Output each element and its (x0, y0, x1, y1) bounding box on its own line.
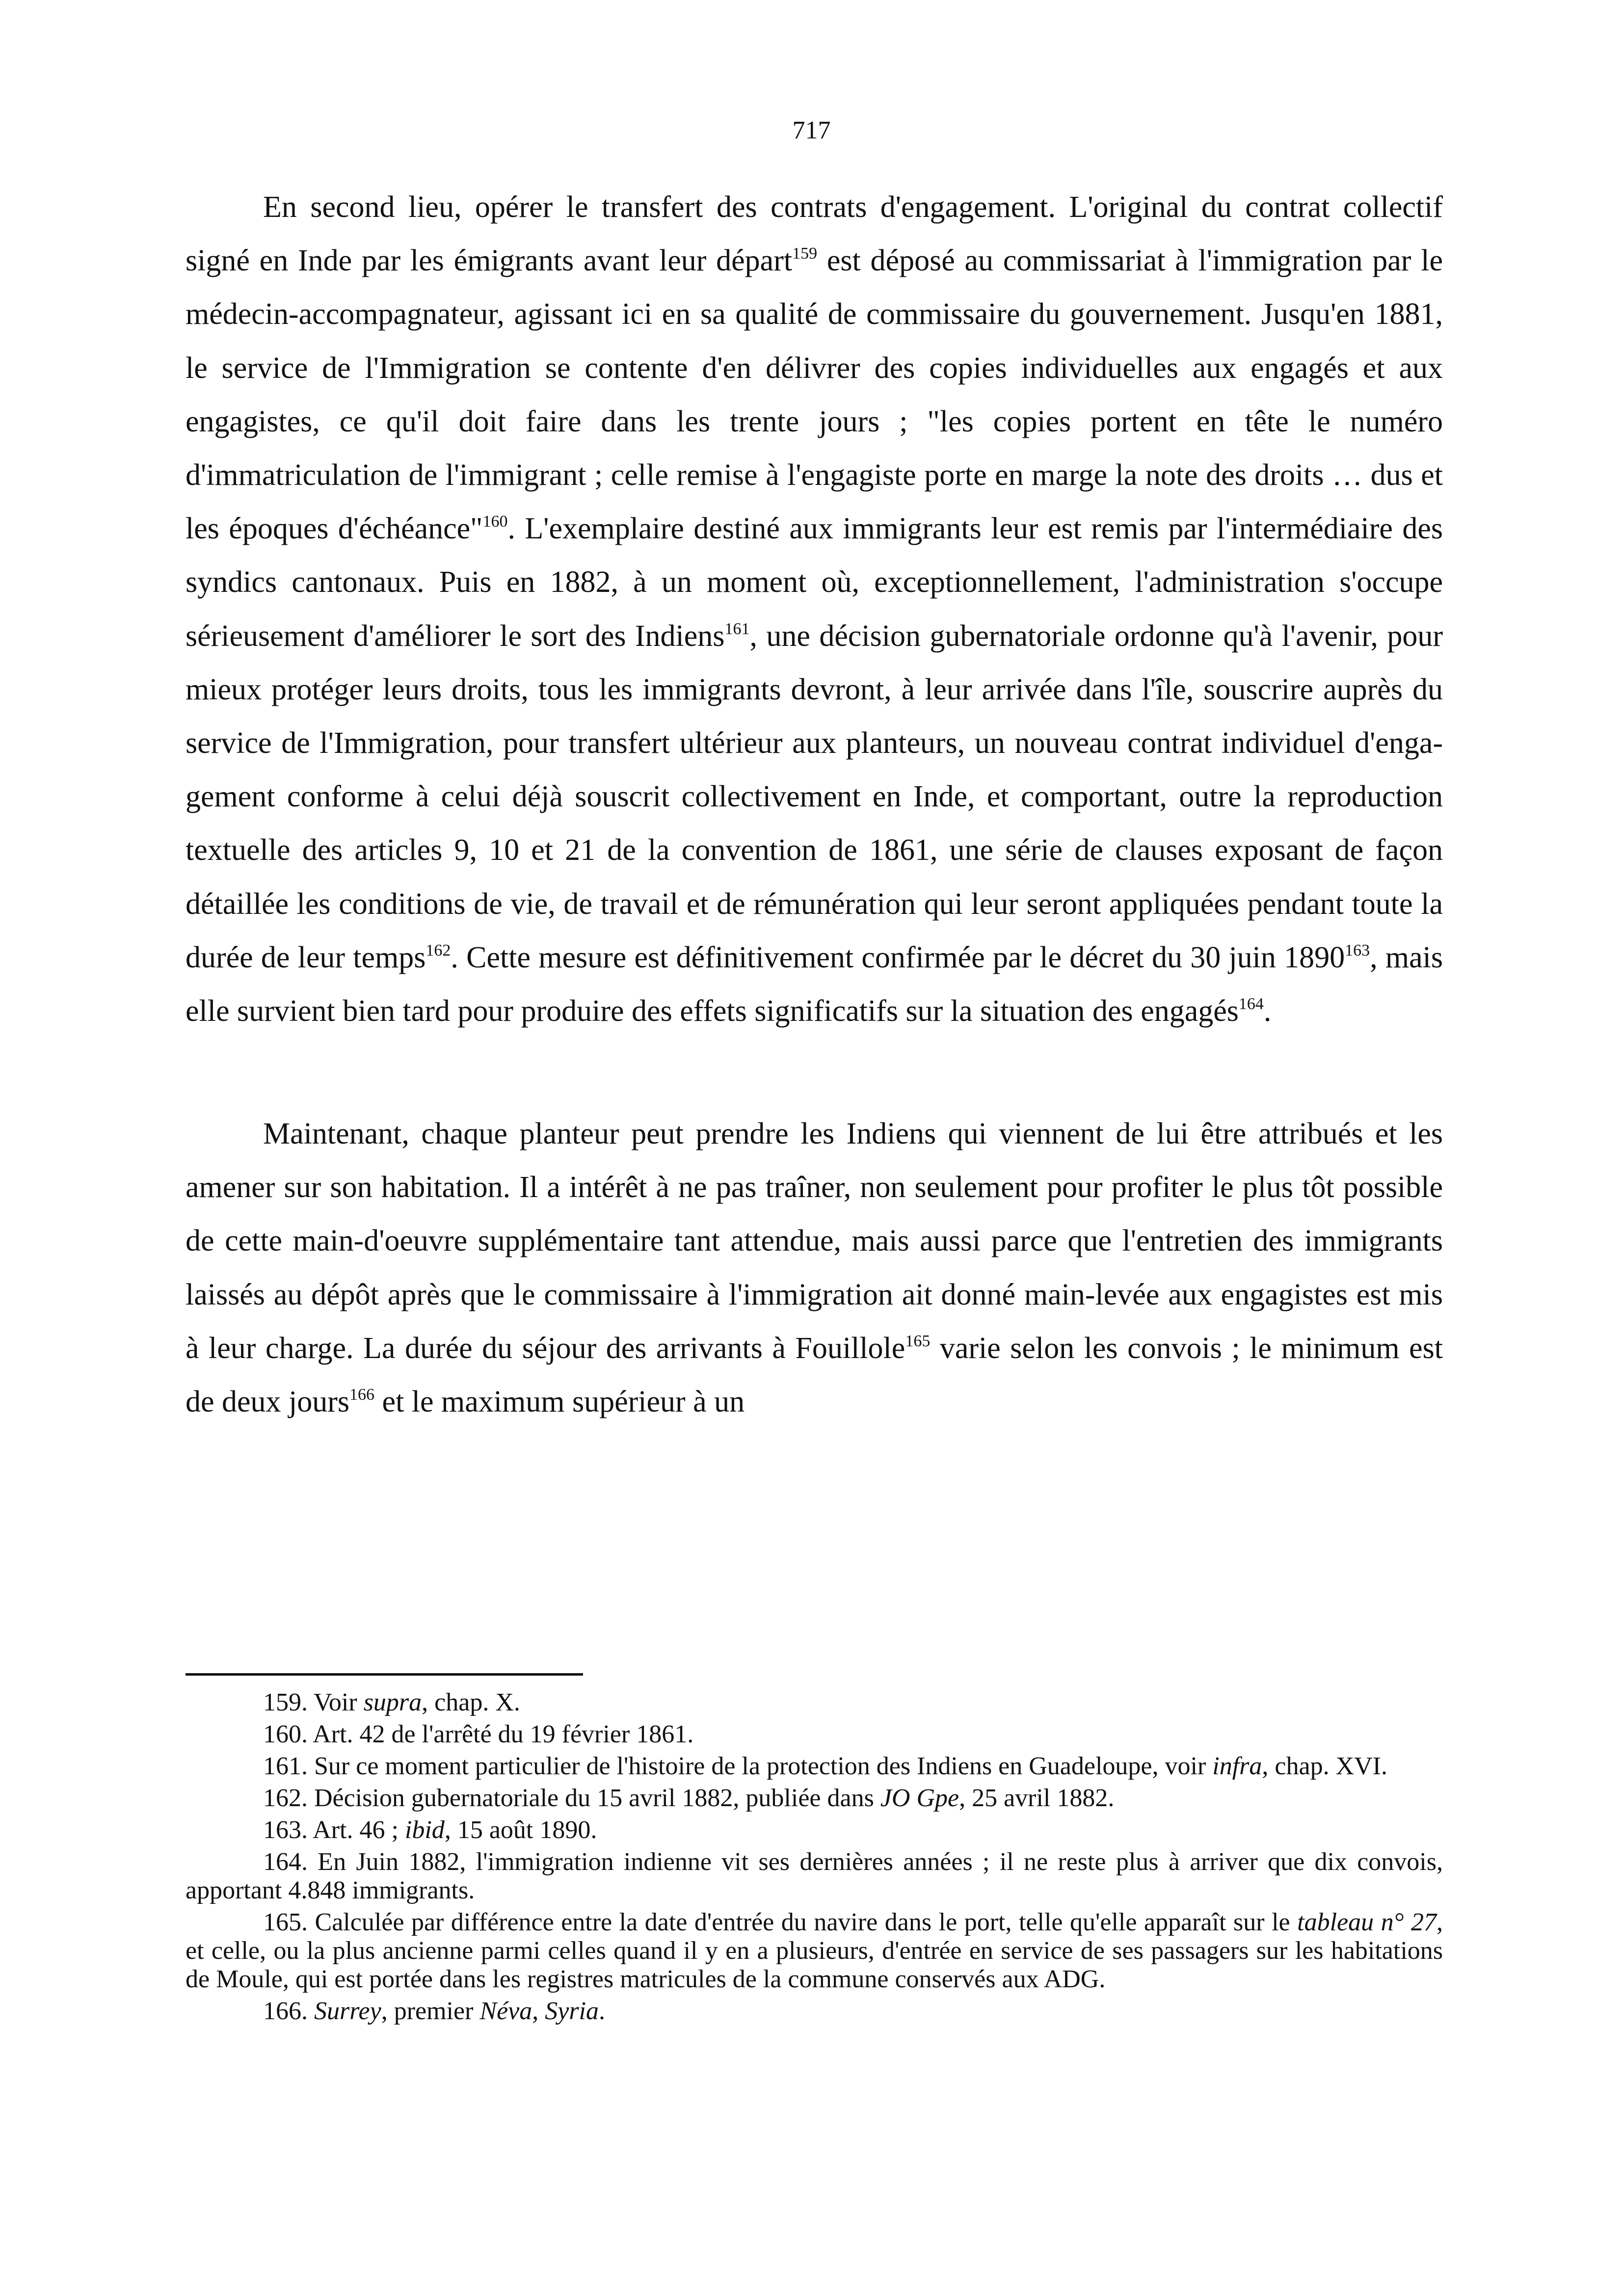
footnote-ref-164[interactable]: 164 (1238, 995, 1264, 1014)
footnote-ref-163[interactable]: 163 (1345, 941, 1370, 960)
footnote-ref-165[interactable]: 165 (905, 1332, 931, 1350)
footnote-163: 163. Art. 46 ; ibid, 15 août 1890. (263, 1816, 597, 1844)
italic-text: JO Gpe (880, 1784, 959, 1812)
footnote-160: 160. Art. 42 de l'arrêté du 19 février 1861. (263, 1720, 694, 1748)
italic-text: Néva (479, 1997, 532, 2025)
footnote-ref-161[interactable]: 161 (724, 619, 750, 638)
paragraph: Maintenant, chaque planteur peut prendre les Indiens qui viennent de lui être attribués et les amener sur son habitation. Il a intérêt à ne pas traîner, non seulement pour profiter le plus tôt possible de cette main-d'oeuvre supplémentaire tant attendue, mais aussi parce que l'entretien des immigrants laissés au dépôt après que le commissaire à l'immigration ait donné main-levée aux engagistes est mis à leur charge. La durée du séjour des arrivants à Fouillole$^{165}$ varie selon les convois ; le minimum est de deux jours$^{166}$ et le maximum supérieur à un (186, 1117, 1443, 1419)
body-paragraph-2 (186, 1107, 1443, 1429)
footnote-161: 161. Sur ce moment particulier de l'histoire de la protection des Indiens en Guadeloupe, voir infra, chap. XVI. (263, 1752, 1387, 1780)
footnote-ref-166[interactable]: 166 (349, 1386, 375, 1404)
italic-text: tableau n° 27 (1297, 1908, 1437, 1936)
footnote-ref-160[interactable]: 160 (482, 512, 508, 531)
footnotes (186, 1688, 1443, 2029)
italic-text: infra (1212, 1752, 1262, 1780)
footnote-159: 159. Voir supra, chap. X. (263, 1688, 520, 1716)
italic-text: Syria (545, 1997, 599, 2025)
footnote-ref-162[interactable]: 162 (426, 941, 451, 960)
paragraph: En second lieu, opérer le transfert des contrats d'engagement. L'original du contrat collectif signé en Inde par les émigrants avant leur départ$^{159}$ est déposé au commissariat à l'immigration par le médecin-accompagnateur, agissant ici en sa qualité de commissaire du gouvernement. Jusqu'en 1881, le service de l'Immigration se contente d'en délivrer des copies individuelles aux engagés et aux engagistes, ce qu'il doit faire dans les trente jours ; "les copies portent en tête le numéro d'immatriculation de l'immigrant ; celle remise à l'engagiste porte en marge la note des droits … dus et les époques d'échéance"$^{160}$. L'exemplaire destiné aux immigrants leur est remis par l'intermédiaire des syndics cantonaux. Puis en 1882, à un moment où, exceptionnellement, l'administration s'occupe sérieusement d'améliorer le sort des Indiens$^{161}$, une décision gubernatoriale ordonne qu'à l'avenir, pour mieux protéger leurs droits, tous les immigrants devront, à leur arrivée dans l'île, souscrire auprès du service de l'Immigration, pour transfert ultérieur aux planteurs, un nouveau contrat individuel d'engagement conforme à celui déjà souscrit collectivement en Inde, et comportant, outre la reproduction textuelle des articles 9, 10 et 21 de la convention de 1861, une série de clauses exposant de façon détaillée les conditions de vie, de travail et de rémunération qui leur seront appliquées pendant toute la durée de leur temps$^{162}$. Cette mesure est définitivement confirmée par le décret du 30 juin 1890$^{163}$, mais elle survient bien tard pour produire des effets significatifs sur la situation des engagés$^{164}$. (186, 190, 1443, 1028)
body-paragraph-1 (186, 181, 1443, 1038)
italic-text: Surrey (314, 1997, 381, 2025)
footnote-separator (186, 1673, 583, 1676)
footnote-164: 164. En Juin 1882, l'immigration indienne vit ses dernières années ; il ne reste plus à arriver que dix convois, apportant 4.848 immigrants. (186, 1848, 1443, 1904)
italic-text: supra (363, 1688, 422, 1716)
footnote-162: 162. Décision gubernatoriale du 15 avril 1882, publiée dans JO Gpe, 25 avril 1882. (263, 1784, 1115, 1812)
footnote-ref-159[interactable]: 159 (792, 244, 818, 263)
italic-text: ibid (404, 1816, 445, 1844)
footnote-165: 165. Calculée par différence entre la date d'entrée du navire dans le port, telle qu'elle apparaît sur le tableau n° 27, et celle, ou la plus ancienne parmi celles quand il y en a plusieurs, d'entrée en service de ses passagers sur les habitations de Moule, qui est portée dans les registres matricules de la commune conservés aux ADG. (186, 1908, 1443, 1993)
footnote-166: 166. Surrey, premier Néva, Syria. (263, 1997, 605, 2025)
page-number: 717 (792, 116, 831, 144)
